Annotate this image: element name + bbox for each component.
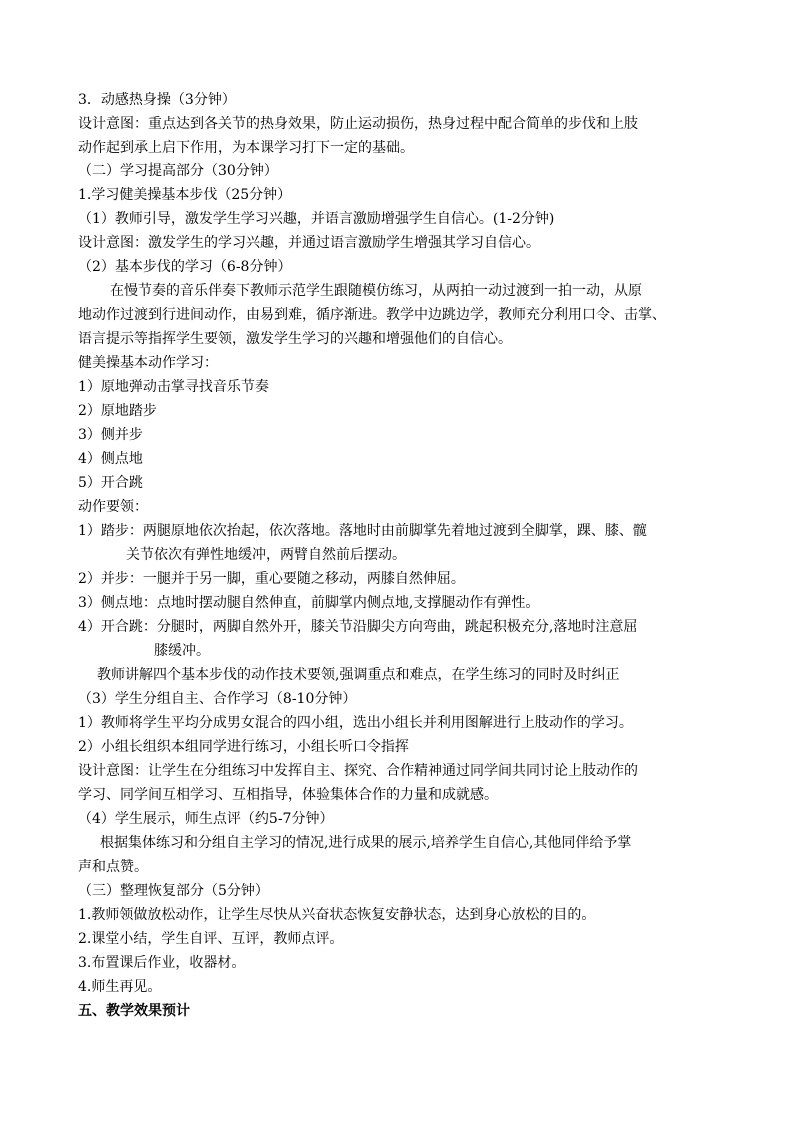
text-line: （2）基本步伐的学习（6-8分钟）	[78, 259, 292, 275]
text-line: 根据集体练习和分组自主学习的情况,进行成果的展示,培养学生自信心,其他同伴给予掌	[100, 835, 632, 851]
list-item: 1）踏步：两腿原地依次抬起，依次落地。落地时由前脚掌先着地过渡到全脚掌，踝、膝、髋	[78, 523, 647, 539]
text-line: 动作起到承上启下作用，为本课学习打下一定的基础。	[78, 140, 414, 156]
list-item: 4）侧点地	[78, 451, 143, 467]
text-line: （1）教师引导，激发学生学习兴趣，并语言激励增强学生自信心。(1-2分钟)	[78, 211, 555, 227]
text-line: 动作要领：	[78, 499, 148, 515]
text-line: 教师讲解四个基本步伐的动作技术要领,强调重点和难点，在学生练习的同时及时纠正	[97, 667, 620, 683]
text-line: （3）学生分组自主、合作学习（8-10分钟）	[78, 691, 357, 707]
text-line: 设计意图：激发学生的学习兴趣，并通过语言激励学生增强其学习自信心。	[78, 235, 540, 251]
text-line: 1.学习健美操基本步伐（25分钟）	[78, 187, 292, 203]
chapter-heading: 五、教学效果预计	[78, 1003, 190, 1019]
list-item: 4.师生再见。	[78, 979, 162, 995]
text-line: 语言提示等指挥学生要领，激发学生学习的兴趣和增强他们的自信心。	[78, 331, 512, 347]
list-item: 3）侧点地：点地时摆动腿自然伸直，前脚掌内侧点地,支撑腿动作有弹性。	[78, 595, 540, 611]
text-line: 设计意图：让学生在分组练习中发挥自主、探究、合作精神通过同学间共同讨论上肢动作的	[78, 763, 638, 779]
list-item: 2）并步：一腿并于另一脚，重心要随之移动，两膝自然伸屈。	[78, 571, 465, 587]
list-item: 3）侧并步	[78, 427, 143, 443]
text-line: 声和点赞。	[78, 859, 148, 875]
list-item: 2.课堂小结，学生自评、互评，教师点评。	[78, 931, 344, 947]
section-heading: （三）整理恢复部分（5分钟）	[78, 883, 269, 899]
text-line: 地动作过渡到行进间动作，由易到难，循序渐进。教学中边跳边学，教师充分利用口令、击掌、	[78, 307, 666, 323]
list-item: 5）开合跳	[78, 475, 143, 491]
text-line: 关节依次有弹性地缓冲，两臂自然前后摆动。	[126, 547, 406, 563]
text-line: （4）学生展示，师生点评（约5-7分钟）	[78, 811, 334, 827]
list-item: 1）教师将学生平均分成男女混合的四小组，选出小组长并利用图解进行上肢动作的学习。	[78, 715, 633, 731]
section-heading: （二）学习提高部分（30分钟）	[78, 163, 278, 179]
list-item: 2）小组长组织本组同学进行练习，小组长听口令指挥	[78, 739, 409, 755]
list-item: 1）原地弹动击掌寻找音乐节奏	[78, 379, 269, 395]
text-line: 膝缓冲。	[154, 643, 210, 659]
text-line: 健美操基本动作学习：	[78, 355, 218, 371]
text-line: 3．动感热身操（3分钟）	[78, 92, 236, 108]
list-item: 2）原地踏步	[78, 403, 157, 419]
list-item: 3.布置课后作业，收器材。	[78, 955, 246, 971]
text-line: 学习、同学间互相学习、互相指导，体验集体合作的力量和成就感。	[78, 787, 498, 803]
list-item: 1.教师领做放松动作，让学生尽快从兴奋状态恢复安静状态，达到身心放松的目的。	[78, 907, 596, 923]
text-line: 在慢节奏的音乐伴奏下教师示范学生跟随模仿练习，从两拍一动过渡到一拍一动，从原	[110, 283, 642, 299]
list-item: 4）开合跳：分腿时，两脚自然外开，膝关节沿脚尖方向弯曲，跳起积极充分,落地时注意屈	[78, 619, 638, 635]
text-line: 设计意图：重点达到各关节的热身效果，防止运动损伤，热身过程中配合简单的步伐和上肢	[78, 116, 638, 132]
